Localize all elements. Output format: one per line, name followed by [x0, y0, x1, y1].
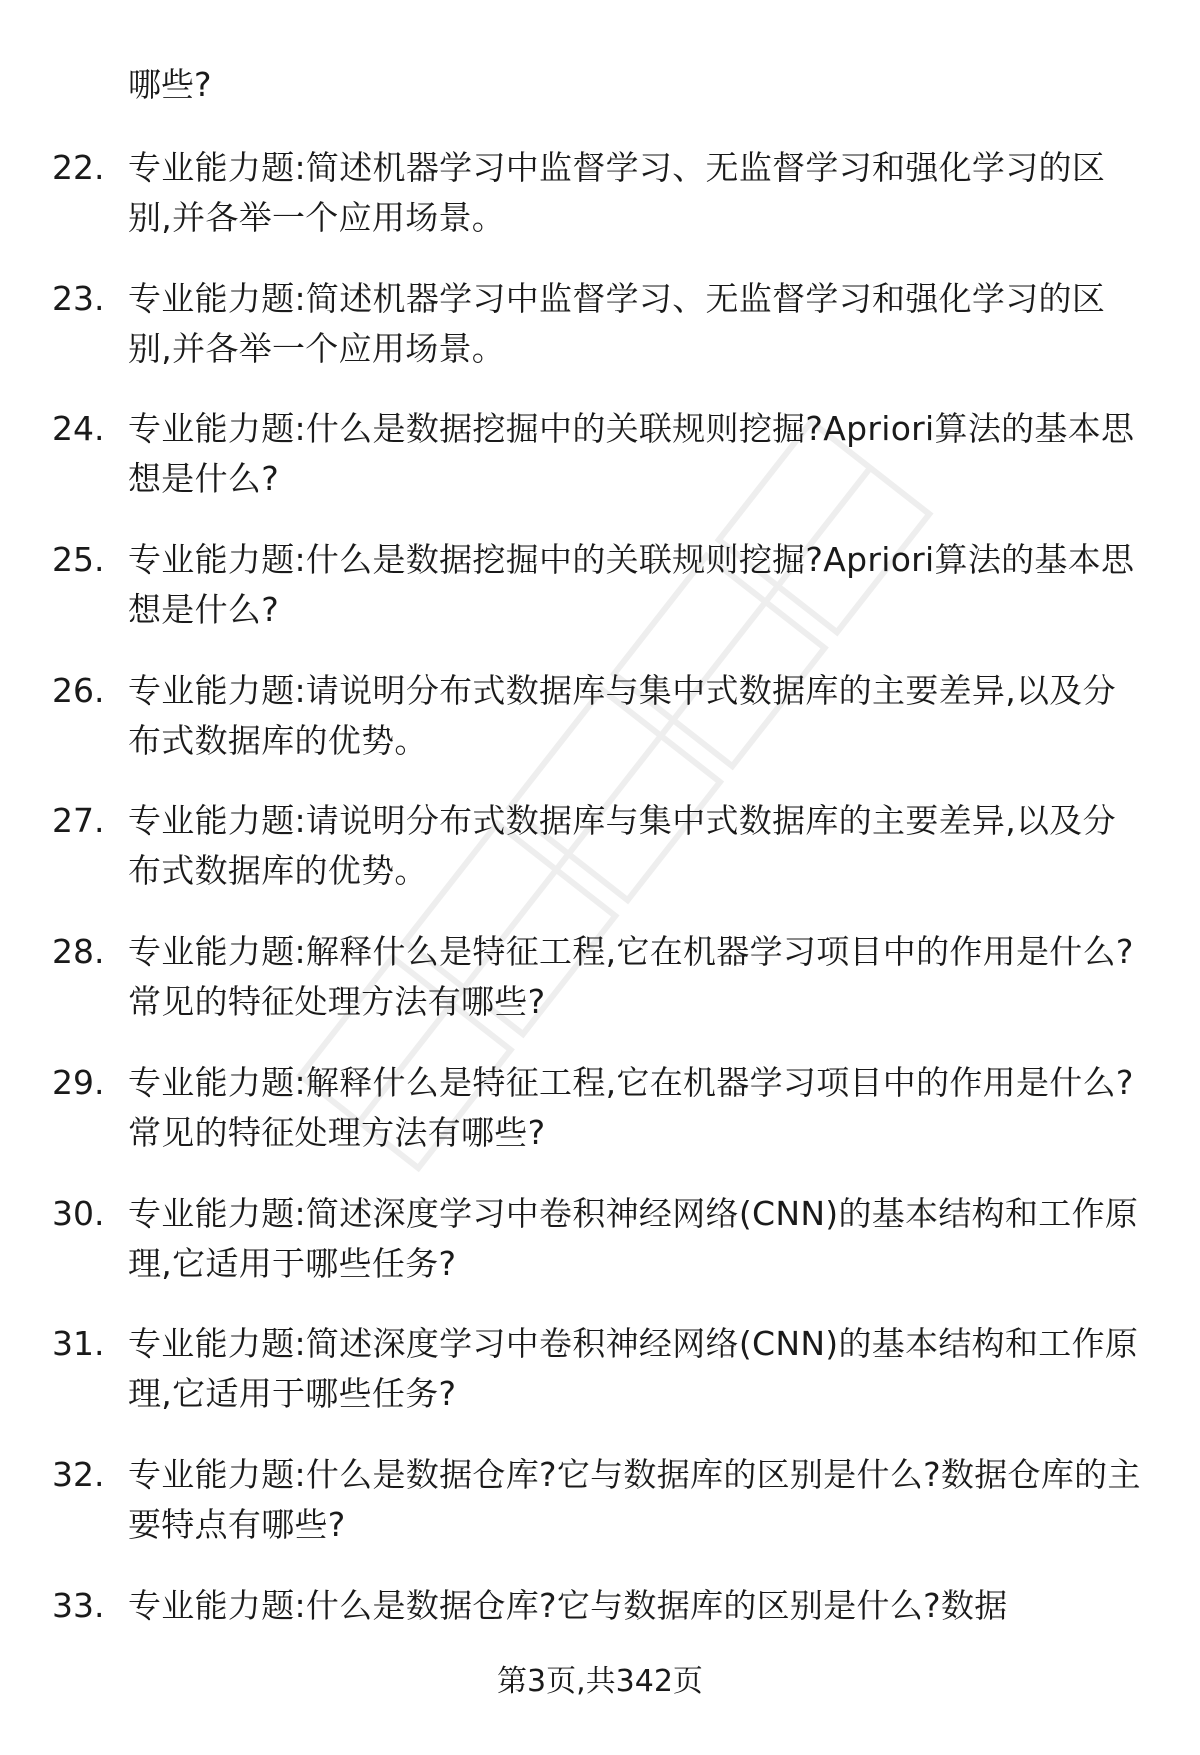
question-item	[0, 535, 1200, 666]
continued-question-text: 哪些?	[128, 65, 212, 104]
question-number: 26.	[52, 670, 105, 710]
question-item	[0, 404, 1200, 535]
question-list	[0, 143, 1200, 1711]
question-text: 专业能力题:请说明分布式数据库与集中式数据库的主要差异,以及分布式数据库的优势。	[128, 670, 1116, 760]
question-item	[0, 143, 1200, 274]
question-text: 专业能力题:解释什么是特征工程,它在机器学习项目中的作用是什么?常见的特征处理方法有哪些?	[128, 932, 1134, 1022]
question-item	[0, 274, 1200, 405]
question-number: 27.	[52, 801, 105, 841]
question-item	[0, 666, 1200, 797]
question-item	[0, 1319, 1200, 1450]
question-text: 专业能力题:请说明分布式数据库与集中式数据库的主要差异,以及分布式数据库的优势。	[128, 801, 1116, 891]
question-number: 22.	[52, 148, 105, 187]
question-text: 专业能力题:什么是数据挖掘中的关联规则挖掘?Apriori算法的基本思想是什么?	[128, 540, 1135, 630]
question-number: 23.	[52, 278, 105, 318]
question-number: 33.	[52, 1585, 105, 1625]
question-text: 专业能力题:简述机器学习中监督学习、无监督学习和强化学习的区别,并各举一个应用场景。	[128, 148, 1106, 237]
question-text: 专业能力题:什么是数据仓库?它与数据库的区别是什么?数据	[128, 1585, 1008, 1625]
question-text: 专业能力题:简述深度学习中卷积神经网络(CNN)的基本结构和工作原理,它适用于哪些任务?	[128, 1324, 1139, 1414]
question-item	[0, 1189, 1200, 1320]
question-text: 专业能力题:简述机器学习中监督学习、无监督学习和强化学习的区别,并各举一个应用场景。	[128, 278, 1106, 368]
question-number: 31.	[52, 1324, 105, 1364]
question-number: 32.	[52, 1454, 105, 1494]
question-text: 专业能力题:什么是数据挖掘中的关联规则挖掘?Apriori算法的基本思想是什么?	[128, 409, 1135, 499]
question-item	[0, 1058, 1200, 1189]
question-text: 专业能力题:简述深度学习中卷积神经网络(CNN)的基本结构和工作原理,它适用于哪些任务?	[128, 1193, 1139, 1283]
question-number: 24.	[52, 409, 105, 449]
question-text: 专业能力题:解释什么是特征工程,它在机器学习项目中的作用是什么?常见的特征处理方法有哪些?	[128, 1062, 1134, 1152]
question-number: 30.	[52, 1193, 105, 1233]
question-number: 28.	[52, 932, 105, 972]
question-item	[0, 927, 1200, 1058]
question-number: 29.	[52, 1062, 105, 1102]
page-footer: 第3页,共342页	[497, 1664, 703, 1699]
question-item	[0, 1450, 1200, 1581]
question-number: 25.	[52, 540, 105, 580]
question-text: 专业能力题:什么是数据仓库?它与数据库的区别是什么?数据仓库的主要特点有哪些?	[128, 1454, 1141, 1544]
question-item	[0, 796, 1200, 927]
